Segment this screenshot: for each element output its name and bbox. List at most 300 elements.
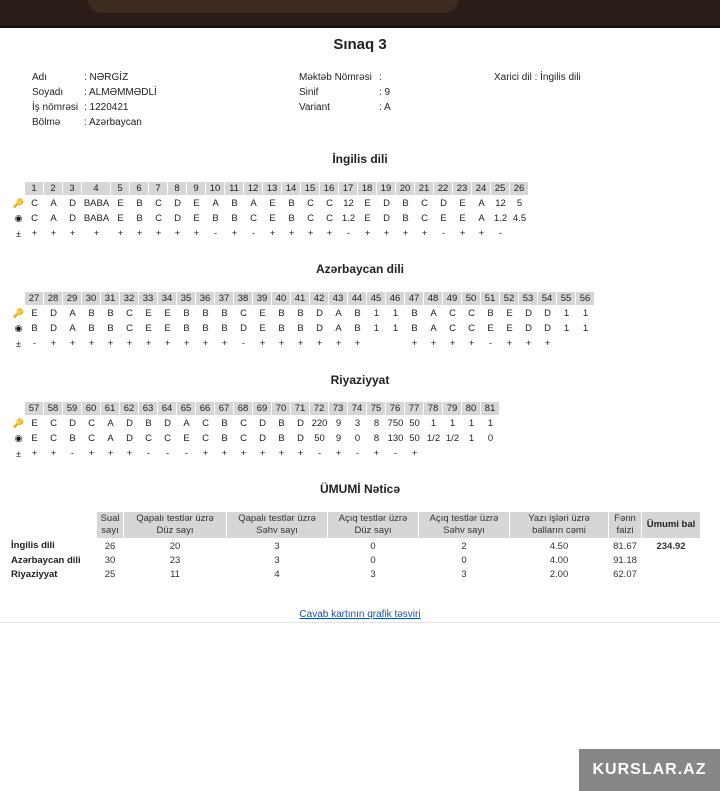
key-cell: 1: [373, 308, 380, 319]
question-number: 5: [111, 182, 130, 195]
answer-cell: E: [183, 433, 190, 444]
label-foreign-language: Xarici dil: [494, 72, 532, 83]
key-cell: C: [307, 198, 314, 209]
cell: 26: [104, 540, 116, 552]
plus-minus-icon: ±: [16, 448, 21, 459]
mark-cell: +: [202, 338, 209, 349]
mark-cell: +: [202, 448, 209, 459]
cell: 3: [461, 568, 467, 580]
key-cell: C: [449, 308, 456, 319]
key-cell: B: [221, 418, 228, 429]
address-bar[interactable]: [88, 0, 458, 13]
answer-cell: C: [250, 213, 257, 224]
key-cell: D: [50, 308, 57, 319]
question-number: 66: [196, 402, 215, 415]
answer-cell: C: [88, 433, 95, 444]
results-title: ÜMUMİ Nəticə: [319, 482, 400, 496]
header-closed-wrong: Qapalı testlər üzrə Səhv sayı: [227, 512, 328, 539]
question-number: 70: [272, 402, 291, 415]
question-number: 8: [168, 182, 187, 195]
question-number: 34: [158, 292, 177, 305]
value-surname: : ALMƏMMƏDLİ: [84, 87, 157, 98]
mark-cell: -: [251, 228, 256, 239]
mark-cell: -: [498, 228, 503, 239]
key-cell: C: [421, 198, 428, 209]
answer-cell: 1/2: [426, 433, 441, 444]
key-cell: A: [335, 308, 342, 319]
mark-cell: +: [31, 228, 38, 239]
mark-cell: +: [383, 228, 390, 239]
key-cell: B: [202, 308, 209, 319]
question-number: 37: [215, 292, 234, 305]
question-number: 64: [158, 402, 177, 415]
mark-cell: +: [174, 228, 181, 239]
key-cell: B: [221, 308, 228, 319]
key-cell: E: [31, 308, 38, 319]
cell: 62.07: [613, 568, 637, 580]
value-work-number: : 1220421: [84, 102, 129, 113]
mark-cell: -: [146, 448, 151, 459]
answer-cell: C: [240, 433, 247, 444]
marks-row: [12, 446, 500, 461]
radio-icon: ◉: [14, 433, 23, 443]
mark-cell: +: [373, 448, 380, 459]
value-grade: : 9: [379, 87, 391, 98]
cell: 23: [169, 554, 181, 566]
key-cell: 1: [487, 418, 494, 429]
answer-cell: 0: [487, 433, 494, 444]
value-first-name: : NƏRGİZ: [84, 72, 129, 83]
question-number: 22: [434, 182, 453, 195]
label-grade: Sinif: [299, 87, 319, 98]
question-number: 54: [538, 292, 557, 305]
key-cell: 9: [335, 418, 342, 429]
mark-cell: +: [307, 228, 314, 239]
question-number: 76: [386, 402, 405, 415]
key-cell: 1: [582, 308, 589, 319]
key-cell: 12: [343, 198, 354, 209]
question-number: 15: [301, 182, 320, 195]
mark-cell: -: [317, 448, 322, 459]
answer-cell: E: [487, 323, 494, 334]
answer-cell: B: [221, 323, 228, 334]
value-foreign-language: : İngilis dili: [534, 72, 581, 83]
mark-cell: -: [213, 228, 218, 239]
question-number: 35: [177, 292, 196, 305]
question-number: 20: [396, 182, 415, 195]
mark-cell: +: [231, 228, 238, 239]
answer-cell: 4.5: [512, 213, 527, 224]
key-cell: B: [411, 308, 418, 319]
mark-cell: -: [355, 448, 360, 459]
key-cell: A: [107, 418, 114, 429]
question-number: 41: [291, 292, 310, 305]
answer-cell: A: [69, 323, 76, 334]
key-cell: B: [145, 418, 152, 429]
answer-cell: A: [50, 213, 57, 224]
question-number: 57: [25, 402, 44, 415]
key-cell: C: [468, 308, 475, 319]
mark-cell: +: [430, 338, 437, 349]
section-title-math: Riyaziyyat: [330, 373, 390, 387]
answer-cell: 50: [409, 433, 420, 444]
label-section: Bölmə: [32, 117, 61, 128]
answer-cell: B: [297, 323, 304, 334]
question-number: 16: [320, 182, 339, 195]
answer-cell: A: [478, 213, 485, 224]
answer-cell: E: [31, 433, 38, 444]
answer-cell: C: [468, 323, 475, 334]
cell: 0: [370, 540, 376, 552]
answer-cell: 1: [468, 433, 475, 444]
key-cell: D: [544, 308, 551, 319]
watermark-logo: KURSLAR.AZ: [579, 749, 720, 791]
mark-cell: -: [70, 448, 75, 459]
key-cell: B: [297, 308, 304, 319]
key-cell: A: [183, 418, 190, 429]
answer-cell: D: [126, 433, 133, 444]
key-cell: 1: [563, 308, 570, 319]
answer-cell: E: [440, 213, 447, 224]
question-number: 68: [234, 402, 253, 415]
cell: 0: [370, 554, 376, 566]
mark-cell: +: [221, 448, 228, 459]
mark-cell: +: [468, 338, 475, 349]
section-title-azerbaijani: Azərbaycan dili: [315, 262, 405, 276]
answer-cell: A: [107, 433, 114, 444]
key-cell: E: [259, 308, 266, 319]
label-work-number: İş nömrəsi: [32, 102, 79, 113]
key-cell: D: [69, 198, 76, 209]
answer-cell: E: [459, 213, 466, 224]
key-cell: B: [107, 308, 114, 319]
answer-cell: B: [411, 323, 418, 334]
key-cell: 1: [468, 418, 475, 429]
question-number: 21: [415, 182, 434, 195]
key-cell: C: [326, 198, 333, 209]
table-row: [8, 567, 701, 581]
key-cell: B: [487, 308, 494, 319]
mark-cell: +: [221, 338, 228, 349]
student-answers-row: [12, 431, 500, 446]
cell: 4.00: [549, 554, 569, 566]
answer-cell: C: [326, 213, 333, 224]
mark-cell: +: [544, 338, 551, 349]
question-number: 43: [329, 292, 348, 305]
answer-cell: B: [231, 213, 238, 224]
answer-cell: A: [430, 323, 437, 334]
question-number: 9: [187, 182, 206, 195]
results-corner: [8, 512, 97, 539]
question-number: 29: [63, 292, 82, 305]
answer-cell: C: [31, 213, 38, 224]
question-numbers-row: [12, 291, 595, 306]
answer-cell: B: [221, 433, 228, 444]
key-cell: D: [440, 198, 447, 209]
question-number: 10: [206, 182, 225, 195]
row-name: İngilis dili: [11, 540, 55, 552]
mark-cell: +: [402, 228, 409, 239]
answer-cell: 1.2: [341, 213, 356, 224]
header-question-count: Sual sayı: [97, 512, 124, 539]
header-closed-correct: Qapalı testlər üzrə Düz sayı: [124, 512, 227, 539]
mark-cell: +: [50, 448, 57, 459]
mark-cell: +: [50, 338, 57, 349]
answer-cell: 1: [392, 323, 399, 334]
answer-cell: C: [155, 213, 162, 224]
question-number: 71: [291, 402, 310, 415]
info-row-foreign-language: [494, 70, 581, 85]
table-row: [8, 539, 701, 554]
answer-cell: C: [164, 433, 171, 444]
key-cell: C: [202, 418, 209, 429]
question-number: 32: [120, 292, 139, 305]
answer-cell: E: [117, 213, 124, 224]
answer-cell: D: [240, 323, 247, 334]
marks-row: [12, 226, 529, 241]
cell: 3: [274, 554, 280, 566]
key-cell: B: [231, 198, 238, 209]
key-cell: C: [88, 418, 95, 429]
question-number: 42: [310, 292, 329, 305]
mark-cell: +: [354, 338, 361, 349]
question-number: 23: [453, 182, 472, 195]
question-number: 56: [576, 292, 595, 305]
student-answers-row: [12, 211, 529, 226]
answer-cell: B: [69, 433, 76, 444]
key-icon: 🔑: [12, 418, 25, 428]
key-cell: D: [525, 308, 532, 319]
marks-row: [12, 336, 595, 351]
key-cell: B: [88, 308, 95, 319]
mark-cell: +: [126, 448, 133, 459]
key-cell: E: [117, 198, 124, 209]
key-cell: E: [459, 198, 466, 209]
answer-cell: C: [449, 323, 456, 334]
question-number: 79: [443, 402, 462, 415]
cell: 0: [461, 554, 467, 566]
question-number: 78: [424, 402, 443, 415]
answer-cell: B: [183, 323, 190, 334]
mark-cell: +: [259, 448, 266, 459]
question-number: 11: [225, 182, 244, 195]
question-number: 40: [272, 292, 291, 305]
answer-grid-math: [12, 401, 500, 461]
question-number: 51: [481, 292, 500, 305]
key-cell: E: [31, 418, 38, 429]
key-cell: E: [193, 198, 200, 209]
answer-cell: D: [174, 213, 181, 224]
key-cell: C: [50, 418, 57, 429]
key-cell: E: [269, 198, 276, 209]
mark-cell: +: [155, 228, 162, 239]
question-number: 75: [367, 402, 386, 415]
info-col-2: [299, 70, 391, 115]
question-number: 33: [139, 292, 158, 305]
question-number: 46: [386, 292, 405, 305]
info-row-name: [32, 70, 157, 85]
answer-cell: BABA: [83, 213, 110, 224]
mark-cell: +: [459, 228, 466, 239]
answer-cell: C: [126, 323, 133, 334]
cell: 81.67: [613, 540, 637, 552]
answer-cell: A: [335, 323, 342, 334]
question-number: 4: [82, 182, 111, 195]
value-variant: : A: [379, 102, 391, 113]
key-cell: B: [278, 418, 285, 429]
answer-cell: D: [544, 323, 551, 334]
key-cell: C: [155, 198, 162, 209]
mark-cell: +: [136, 228, 143, 239]
mark-cell: +: [126, 338, 133, 349]
info-col-1: [32, 70, 157, 130]
key-cell: D: [316, 308, 323, 319]
question-number: 28: [44, 292, 63, 305]
answer-cell: B: [402, 213, 409, 224]
mark-cell: +: [164, 338, 171, 349]
mark-cell: +: [364, 228, 371, 239]
mark-cell: +: [411, 338, 418, 349]
key-cell: A: [430, 308, 437, 319]
answer-cell: B: [278, 433, 285, 444]
answer-cell: D: [525, 323, 532, 334]
mark-cell: -: [241, 338, 246, 349]
question-number: 14: [282, 182, 301, 195]
mark-cell: +: [93, 228, 100, 239]
answer-cell: D: [259, 433, 266, 444]
key-icon: 🔑: [12, 308, 25, 318]
mark-cell: +: [88, 448, 95, 459]
divider: [0, 622, 720, 623]
question-numbers-row: [12, 181, 529, 196]
question-number: 77: [405, 402, 424, 415]
question-number: 25: [491, 182, 510, 195]
cell: 4: [274, 568, 280, 580]
question-number: 72: [310, 402, 329, 415]
question-number: 73: [329, 402, 348, 415]
answer-cell: D: [297, 433, 304, 444]
mark-cell: +: [335, 338, 342, 349]
key-cell: E: [506, 308, 513, 319]
answer-cell: E: [164, 323, 171, 334]
key-cell: D: [126, 418, 133, 429]
label-variant: Variant: [299, 102, 330, 113]
answer-cell: D: [316, 323, 323, 334]
question-number: 2: [44, 182, 63, 195]
cell: 20: [169, 540, 181, 552]
question-number: 53: [519, 292, 538, 305]
answer-cell: B: [212, 213, 219, 224]
question-number: 19: [377, 182, 396, 195]
header-written-sum: Yazı işləri üzrə balların cəmi: [510, 512, 609, 539]
info-row-variant: [299, 100, 391, 115]
question-number: 18: [358, 182, 377, 195]
info-row-section: [32, 115, 157, 130]
answer-cell: C: [145, 433, 152, 444]
answer-cell: 1: [563, 323, 570, 334]
mark-cell: +: [326, 228, 333, 239]
key-cell: E: [164, 308, 171, 319]
key-cell: D: [297, 418, 304, 429]
key-cell: 8: [373, 418, 380, 429]
question-number: 62: [120, 402, 139, 415]
answer-card-graphic-link[interactable]: Cavab kartının qrafik təsviri: [299, 609, 421, 620]
answer-cell: 130: [387, 433, 404, 444]
question-number: 6: [130, 182, 149, 195]
page-title: Sınaq 3: [333, 36, 387, 53]
answer-cell: C: [50, 433, 57, 444]
mark-cell: +: [107, 338, 114, 349]
cell-empty: [642, 553, 701, 567]
results-header-row: [8, 512, 701, 539]
mark-cell: +: [50, 228, 57, 239]
cell: 30: [104, 554, 116, 566]
key-cell: 1: [449, 418, 456, 429]
question-number: 60: [82, 402, 101, 415]
mark-cell: +: [269, 228, 276, 239]
question-number: 3: [63, 182, 82, 195]
answer-cell: C: [421, 213, 428, 224]
question-number: 81: [481, 402, 500, 415]
key-cell: BABA: [83, 198, 110, 209]
question-number: 38: [234, 292, 253, 305]
results-table: [8, 511, 701, 581]
plus-minus-icon: ±: [16, 228, 21, 239]
key-icon: 🔑: [12, 198, 25, 208]
mark-cell: +: [88, 338, 95, 349]
header-subject-percent: Fənn faizi: [609, 512, 642, 539]
question-number: 58: [44, 402, 63, 415]
cell: 11: [170, 568, 180, 580]
value-section: : Azərbaycan: [84, 117, 142, 128]
question-number: 45: [367, 292, 386, 305]
mark-cell: +: [297, 448, 304, 459]
question-number: 17: [339, 182, 358, 195]
key-cell: B: [288, 198, 295, 209]
question-number: 39: [253, 292, 272, 305]
mark-cell: -: [32, 338, 37, 349]
key-cell: A: [250, 198, 257, 209]
top-bar-edge: [0, 26, 720, 28]
key-cell: B: [402, 198, 409, 209]
key-cell: D: [174, 198, 181, 209]
label-first-name: Adı: [32, 72, 48, 83]
answer-cell: E: [506, 323, 513, 334]
key-cell: 50: [409, 418, 420, 429]
browser-top-bar: [0, 0, 720, 28]
mark-cell: +: [411, 448, 418, 459]
answer-cell: 9: [335, 433, 342, 444]
key-cell: B: [354, 308, 361, 319]
question-number: 30: [82, 292, 101, 305]
info-col-3: [494, 70, 581, 85]
answer-cell: 1: [582, 323, 589, 334]
key-cell: 1: [392, 308, 399, 319]
mark-cell: +: [421, 228, 428, 239]
mark-cell: +: [449, 338, 456, 349]
key-cell: A: [478, 198, 485, 209]
answer-cell: C: [307, 213, 314, 224]
mark-cell: +: [297, 338, 304, 349]
key-cell: C: [240, 418, 247, 429]
answer-cell: 1/2: [445, 433, 460, 444]
cell-empty: [642, 567, 701, 581]
mark-cell: +: [117, 228, 124, 239]
question-numbers-row: [12, 401, 500, 416]
question-number: 61: [101, 402, 120, 415]
question-number: 59: [63, 402, 82, 415]
answer-cell: E: [364, 213, 371, 224]
